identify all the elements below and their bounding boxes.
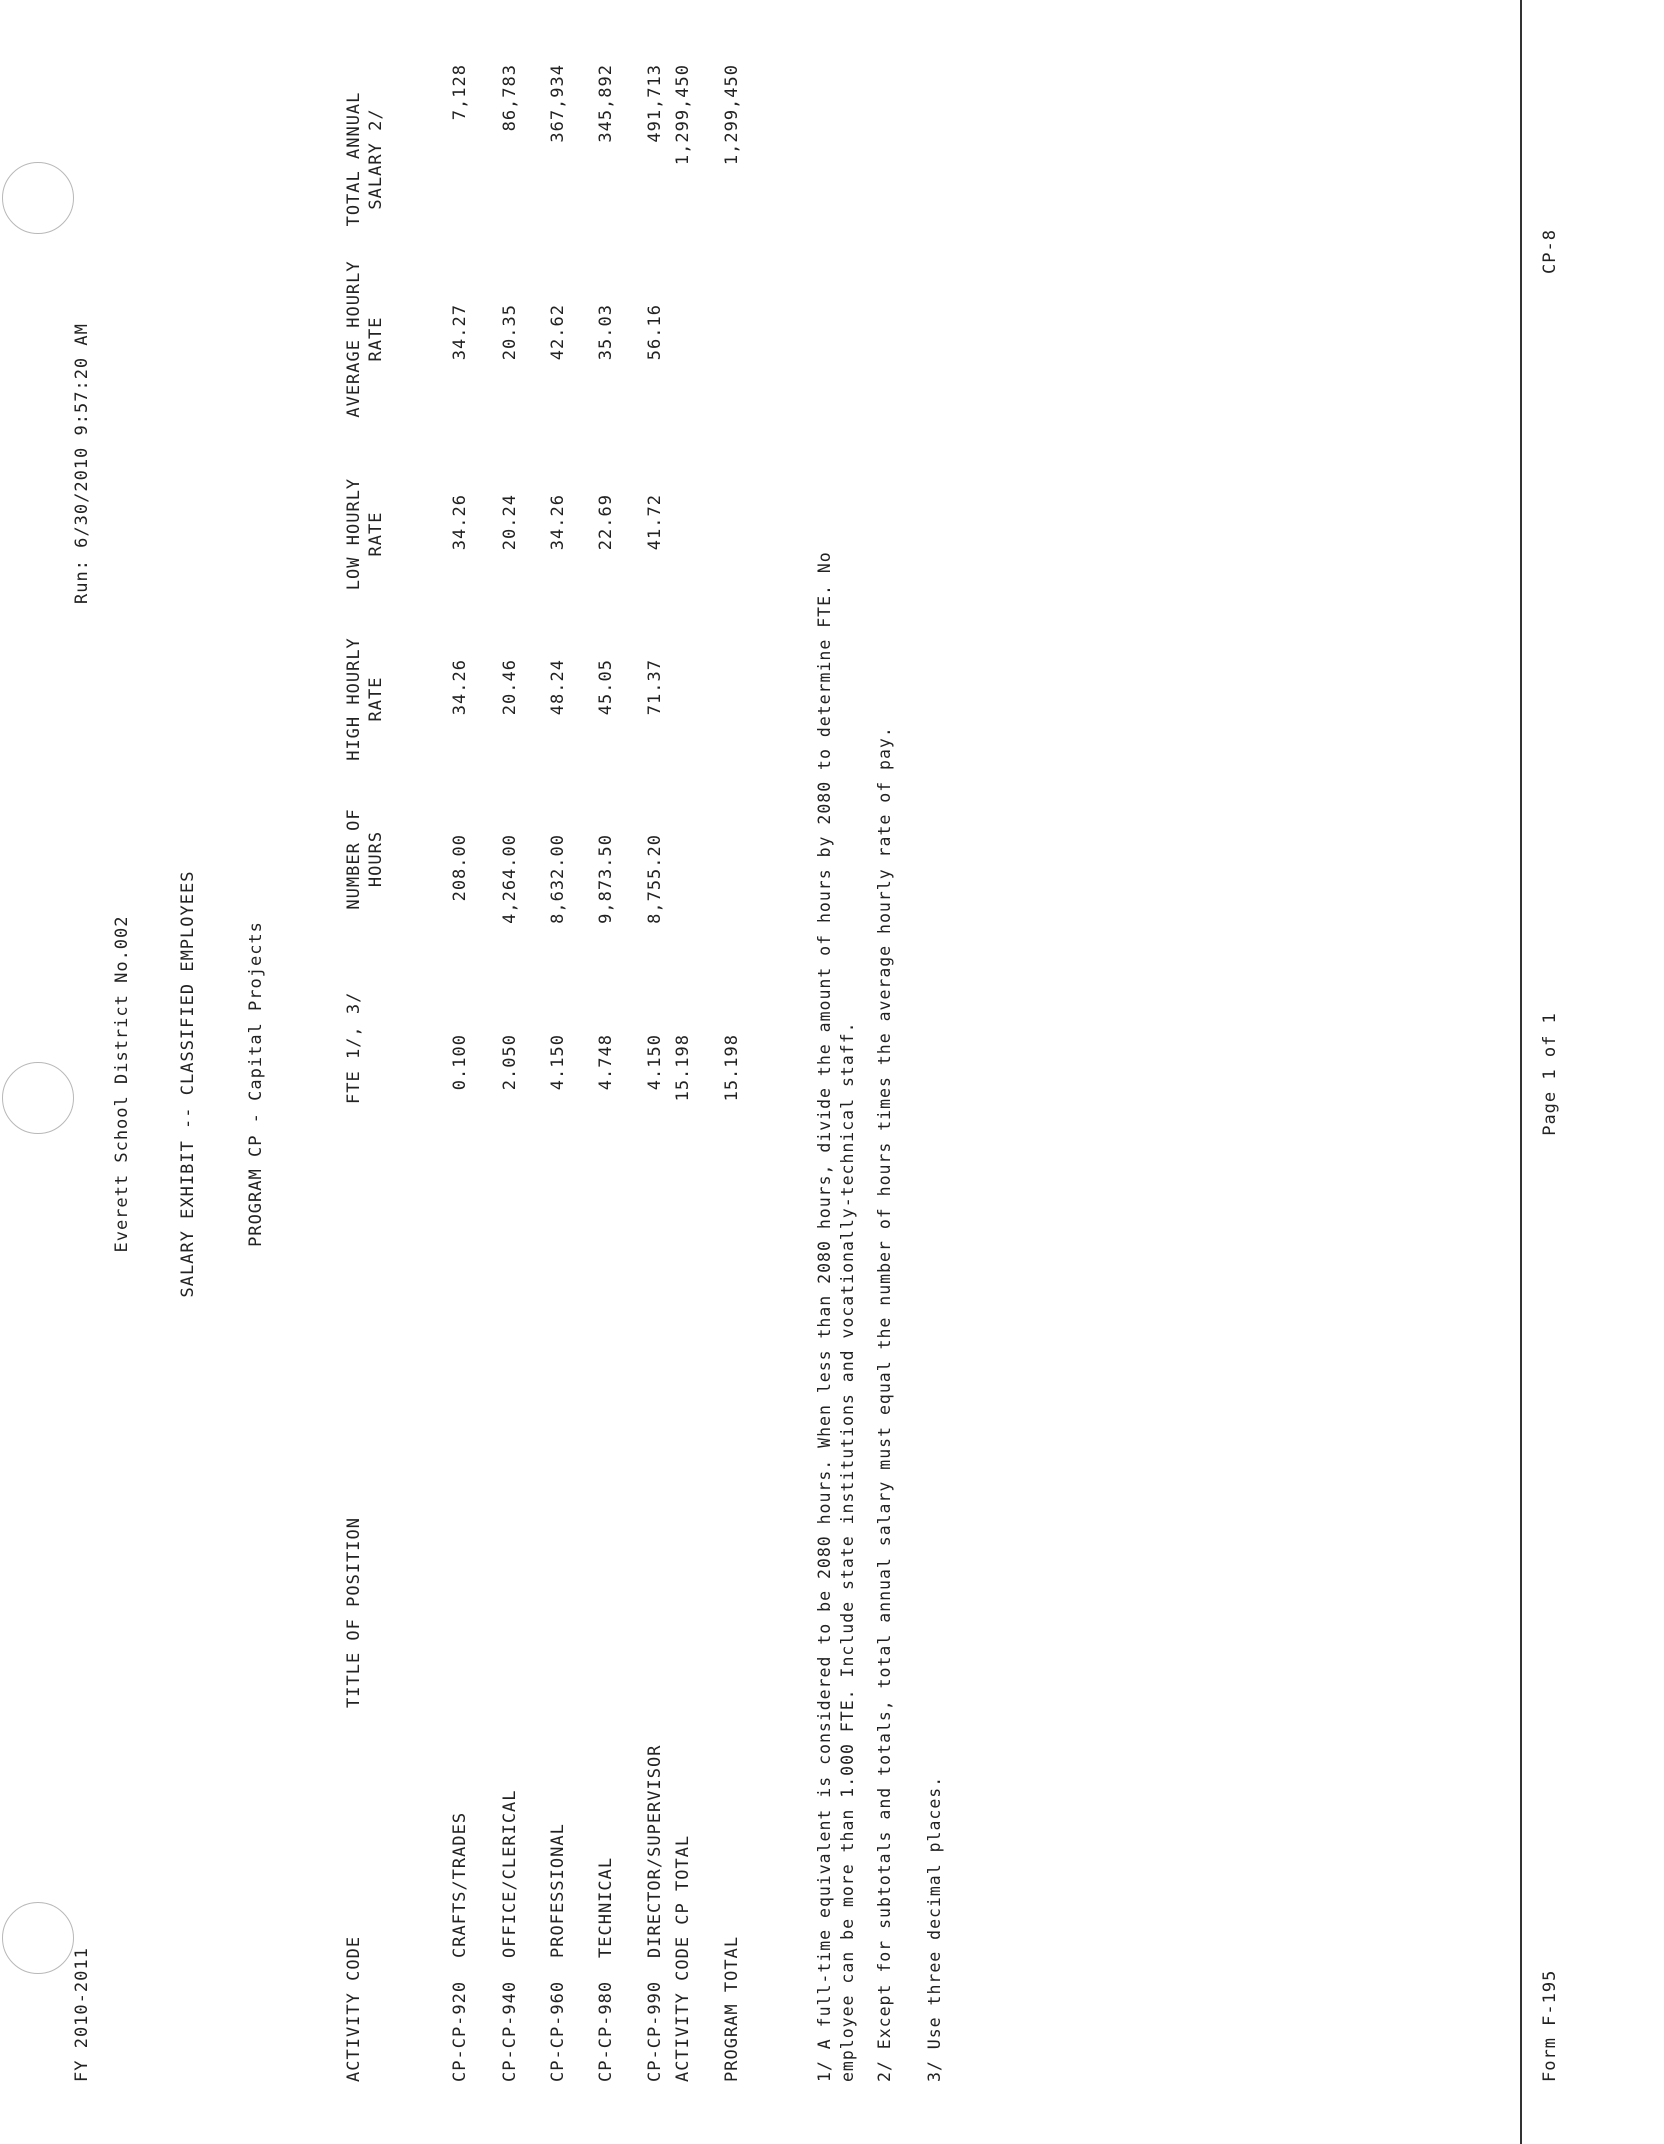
col-avg-line2: RATE xyxy=(366,316,386,362)
row-low: 22.69 xyxy=(596,494,616,551)
row-total: 345,892 xyxy=(596,64,616,143)
col-avg-line1: AVERAGE HOURLY xyxy=(344,260,364,418)
row-title: TECHNICAL xyxy=(596,1856,616,1958)
row-title: PROFESSIONAL xyxy=(548,1823,568,1958)
row-low: 34.26 xyxy=(548,494,568,551)
total-fte: 15.198 xyxy=(673,1034,693,1102)
page-code: CP-8 xyxy=(1540,229,1560,274)
fiscal-year: FY 2010-2011 xyxy=(72,1947,92,2082)
footnote-2: 2/ Except for subtotals and totals, total annual salary must equal the number of hours times the average hourly rate of pay. xyxy=(875,726,894,2082)
form-number: Form F-195 xyxy=(1540,1969,1560,2082)
col-hours-line2: HOURS xyxy=(366,830,386,888)
row-fte: 4.748 xyxy=(596,1034,616,1091)
row-avg: 42.62 xyxy=(548,304,568,361)
col-high-line2: RATE xyxy=(366,676,386,722)
col-low-line2: RATE xyxy=(366,511,386,557)
row-code: CP-CP-980 xyxy=(596,1980,616,2082)
footnote-3: 3/ Use three decimal places. xyxy=(925,1775,944,2082)
footnote-1-line-1: 1/ A full-time equivalent is considered to be 2080 hours. When less than 2080 hours, divide the amount of hours by 2080 to determine FTE. No xyxy=(815,551,834,2082)
footnote-1-line-2: employee can be more than 1.000 FTE. Include state institutions and vocationally-technical staff. xyxy=(838,1021,857,2082)
row-hours: 4,264.00 xyxy=(500,834,520,924)
row-title: DIRECTOR/SUPERVISOR xyxy=(645,1744,665,1958)
row-fte: 4.150 xyxy=(548,1034,568,1091)
row-high: 71.37 xyxy=(645,659,665,716)
footer-rule xyxy=(1520,0,1522,2144)
total-label: ACTIVITY CODE CP TOTAL xyxy=(673,1834,693,2082)
program-total-label: PROGRAM TOTAL xyxy=(722,1935,742,2082)
col-low-line1: LOW HOURLY xyxy=(344,477,364,591)
binder-hole-right xyxy=(2,162,74,234)
row-low: 41.72 xyxy=(645,494,665,551)
row-code: CP-CP-940 xyxy=(500,1980,520,2082)
col-hours-line1: NUMBER OF xyxy=(344,808,364,910)
row-total: 7,128 xyxy=(450,64,470,121)
row-high: 48.24 xyxy=(548,659,568,716)
district-name: Everett School District No.002 xyxy=(112,915,132,1253)
row-fte: 4.150 xyxy=(645,1034,665,1091)
row-hours: 208.00 xyxy=(450,834,470,902)
row-code: CP-CP-960 xyxy=(548,1980,568,2082)
row-total: 86,783 xyxy=(500,64,520,132)
col-fte: FTE 1/, 3/ xyxy=(344,991,364,1104)
row-avg: 35.03 xyxy=(596,304,616,361)
total-salary: 1,299,450 xyxy=(673,64,693,166)
program-total-fte: 15.198 xyxy=(722,1034,742,1102)
row-fte: 2.050 xyxy=(500,1034,520,1091)
run-timestamp: Run: 6/30/2010 9:57:20 AM xyxy=(72,323,92,604)
row-code: CP-CP-990 xyxy=(645,1980,665,2082)
row-total: 367,934 xyxy=(548,64,568,143)
row-title: OFFICE/CLERICAL xyxy=(500,1789,520,1958)
col-activity-code: ACTIVITY CODE xyxy=(344,1935,364,2082)
row-high: 20.46 xyxy=(500,659,520,716)
col-total-line2: SALARY 2/ xyxy=(366,108,386,210)
col-total-line1: TOTAL ANNUAL xyxy=(344,91,364,227)
program-total-salary: 1,299,450 xyxy=(722,64,742,166)
row-hours: 9,873.50 xyxy=(596,834,616,924)
program-title: PROGRAM CP - Capital Projects xyxy=(246,921,266,1247)
exhibit-title: SALARY EXHIBIT -- CLASSIFIED EMPLOYEES xyxy=(178,870,198,1298)
row-low: 20.24 xyxy=(500,494,520,551)
row-avg: 20.35 xyxy=(500,304,520,361)
row-avg: 56.16 xyxy=(645,304,665,361)
row-low: 34.26 xyxy=(450,494,470,551)
row-hours: 8,755.20 xyxy=(645,834,665,924)
row-hours: 8,632.00 xyxy=(548,834,568,924)
row-avg: 34.27 xyxy=(450,304,470,361)
col-title: TITLE OF POSITION xyxy=(344,1517,364,1708)
row-title: CRAFTS/TRADES xyxy=(450,1811,470,1958)
binder-hole-center xyxy=(2,1062,74,1134)
row-code: CP-CP-920 xyxy=(450,1980,470,2082)
row-fte: 0.100 xyxy=(450,1034,470,1091)
binder-hole-left xyxy=(2,1902,74,1974)
page-number: Page 1 of 1 xyxy=(1540,1012,1560,1136)
col-high-line1: HIGH HOURLY xyxy=(344,637,364,761)
row-high: 34.26 xyxy=(450,659,470,716)
row-high: 45.05 xyxy=(596,659,616,716)
row-total: 491,713 xyxy=(645,64,665,143)
